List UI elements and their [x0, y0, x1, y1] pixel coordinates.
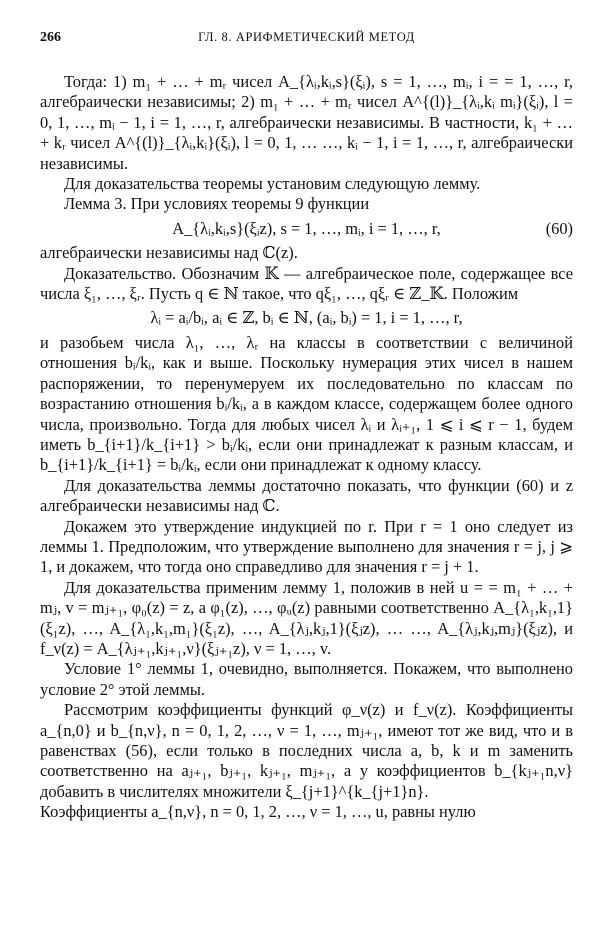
lemma-3-continuation: алгебраически независимы над ℂ(z). [40, 243, 298, 263]
equation-60-body: A_{λᵢ,kᵢ,s}(ξᵢz), s = 1, …, mᵢ, i = 1, …, r, [172, 218, 441, 238]
page-number: 266 [40, 30, 61, 45]
proof-start: Доказательство. Обозначим 𝕂 — алгебраическое поле, содержащее все числа ξ₁, …, ξᵣ. Пусть q ∈ ℕ такое, что qξ₁, …, qξᵣ ∈ ℤ_𝕂. Положим [40, 263, 573, 304]
coefficients-zero-line: Коэффициенты a_{n,ν}, n = 0, 1, 2, …, ν = 1, …, u, равны нулю [40, 802, 476, 822]
coefficients-paragraph: Рассмотрим коэффициенты функций φ_ν(z) и f_ν(z). Коэффициенты a_{n,0} и b_{n,ν}, n = 0, 1, 2, …, ν = 1, …, mⱼ₊₁, имеют тот же вид, что и в равенствах (56), если только в последних числа a, b, k и m заменить соответственно на aⱼ₊₁, bⱼ₊₁, kⱼ₊₁, mⱼ₊₁, а у коэффициентов b_{kⱼ₊₁n,ν} добавить в числителях множители ξ_{j+1}^{k_{j+1}n}. [40, 700, 573, 801]
class-partition-paragraph: и разобьем числа λ₁, …, λᵣ на классы в соответствии с величиной отношения bᵢ/kᵢ, как и выше. Поскольку нумерация этих чисел в нашем распоряжении, то перенумеруем их последовательно по классам по возрастанию отношения bᵢ/kᵢ, а в каждом классе, содержащем более одного числа, произвольно. Тогда для любых чисел λᵢ и λᵢ₊₁, 1 ⩽ i ⩽ r − 1, будем иметь b_{i+1}/k_{i+1} > bᵢ/kᵢ, если они принадлежат к разным классам, и b_{i+1}/k_{i+1} = bᵢ/kᵢ, если они принадлежат к одному классу. [40, 332, 573, 475]
page-body [40, 72, 573, 823]
theorem-conclusion: Тогда: 1) m₁ + … + mᵣ чисел A_{λᵢ,kᵢ,s}(ξᵢ), s = 1, …, mᵢ, i = = 1, …, r, алгебраически независимы; 2) m₁ + … + mᵣ чисел A^{(l)}_{λᵢ,kᵢ mᵢ}(ξᵢ), l = 0, 1, …, mᵢ − 1, i = 1, …, r, алгебраически независимы. В частности, k₁ + … + kᵣ чисел A^{(l)}_{λᵢ,kᵢ}(ξᵢ), l = 0, 1, … …, kᵢ − 1, i = 1, …, r, алгебраически независимы. [40, 72, 573, 173]
page-header [40, 30, 573, 50]
lemma-3-statement: Лемма 3. При условиях теоремы 9 функции [64, 194, 370, 214]
running-title: ГЛ. 8. АРИФМЕТИЧЕСКИЙ МЕТОД [198, 30, 415, 44]
lemma-1-application: Для доказательства применим лемму 1, положив в ней u = = m₁ + … + mⱼ, v = mⱼ₊₁, φ₀(z) = z, а φ₁(z), …, φᵤ(z) равными соответственно A_{λ₁,k₁,1}(ξ₁z), …, A_{λ₁,k₁,m₁}(ξ₁z), …, A_{λⱼ,kⱼ,1}(ξⱼz), … …, A_{λⱼ,kⱼ,mⱼ}(ξⱼz), и f_ν(z) = A_{λⱼ₊₁,kⱼ₊₁,ν}(ξⱼ₊₁z), ν = 1, …, v. [40, 577, 573, 658]
condition-1-paragraph: Условие 1° леммы 1, очевидно, выполняется. Покажем, что выполнено условие 2° этой леммы. [40, 659, 573, 699]
equation-60 [40, 219, 573, 239]
equation-number: (60) [545, 218, 573, 238]
proof-intro: Для доказательства теоремы установим следующую лемму. [64, 174, 481, 194]
lambda-definition: λᵢ = aᵢ/bᵢ, aᵢ ∈ ℤ, bᵢ ∈ ℕ, (aᵢ, bᵢ) = 1, i = 1, …, r, [150, 308, 463, 328]
induction-paragraph: Докажем это утверждение индукцией по r. При r = 1 оно следует из леммы 1. Предположим, что утверждение выполнено для значения r = j, j ⩾ 1, и докажем, что тогда оно справедливо для значения r = j + 1. [40, 516, 573, 577]
sufficiency-paragraph: Для доказательства леммы достаточно показать, что функции (60) и z алгебраически независимы над ℂ. [40, 475, 573, 516]
